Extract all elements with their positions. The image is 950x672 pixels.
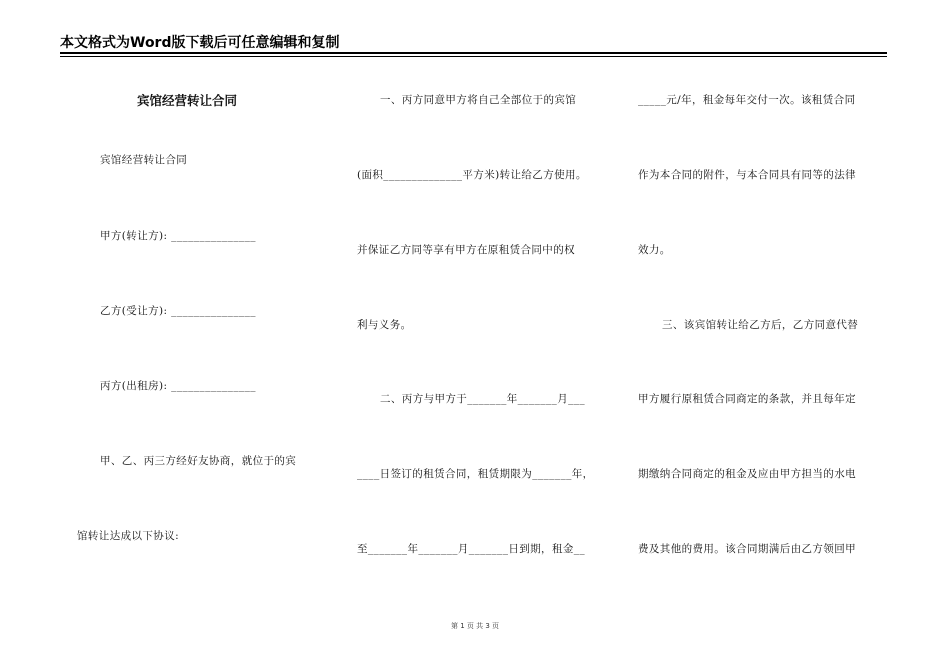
col1-line-party-b: 乙方(受让方): _______________ bbox=[100, 305, 256, 317]
col2-line-2: (面积______________平方米)转让给乙方使用。 bbox=[357, 169, 587, 181]
col3-line-6: 期缴纳合同商定的租金及应由甲方担当的水电 bbox=[638, 468, 856, 480]
header-divider-thin bbox=[60, 56, 887, 57]
col1-line-intro-cont: 馆转让达成以下协议: bbox=[77, 530, 180, 542]
col1-line-subtitle: 宾馆经营转让合同 bbox=[100, 154, 188, 166]
col3-line-3: 效力。 bbox=[638, 244, 671, 256]
col1-line-party-c: 丙方(出租房): _______________ bbox=[100, 380, 256, 392]
col2-line-4: 利与义务。 bbox=[357, 319, 412, 331]
col2-line-1: 一、丙方同意甲方将自己全部位于的宾馆 bbox=[380, 94, 577, 106]
col3-line-5: 甲方履行原租赁合同商定的条款，并且每年定 bbox=[638, 393, 856, 405]
page-number: 第 1 页 共 3 页 bbox=[450, 622, 500, 630]
col3-line-7: 费及其他的费用。该合同期满后由乙方领回甲 bbox=[638, 543, 856, 555]
col1-line-party-a: 甲方(转让方): _______________ bbox=[100, 230, 256, 242]
document-title: 宾馆经营转让合同 bbox=[137, 93, 238, 108]
col3-line-2: 作为本合同的附件，与本合同具有同等的法律 bbox=[638, 169, 856, 181]
col1-line-intro: 甲、乙、丙三方经好友协商，就位于的宾 bbox=[100, 455, 297, 467]
header-divider bbox=[60, 52, 887, 54]
col3-line-1: _____元/年，租金每年交付一次。该租赁合同 bbox=[638, 94, 856, 106]
col2-line-7: 至_______年_______月_______日到期，租金__ bbox=[357, 543, 586, 555]
col3-line-4: 三、该宾馆转让给乙方后，乙方同意代替 bbox=[662, 319, 859, 331]
col2-line-5: 二、丙方与甲方于_______年_______月___ bbox=[380, 393, 586, 405]
col2-line-3: 并保证乙方同等享有甲方在原租赁合同中的权 bbox=[357, 244, 575, 256]
header-banner: 本文格式为Word版下载后可任意编辑和复制 bbox=[60, 35, 340, 51]
col2-line-6: ____日签订的租赁合同，租赁期限为_______年， bbox=[357, 468, 594, 480]
